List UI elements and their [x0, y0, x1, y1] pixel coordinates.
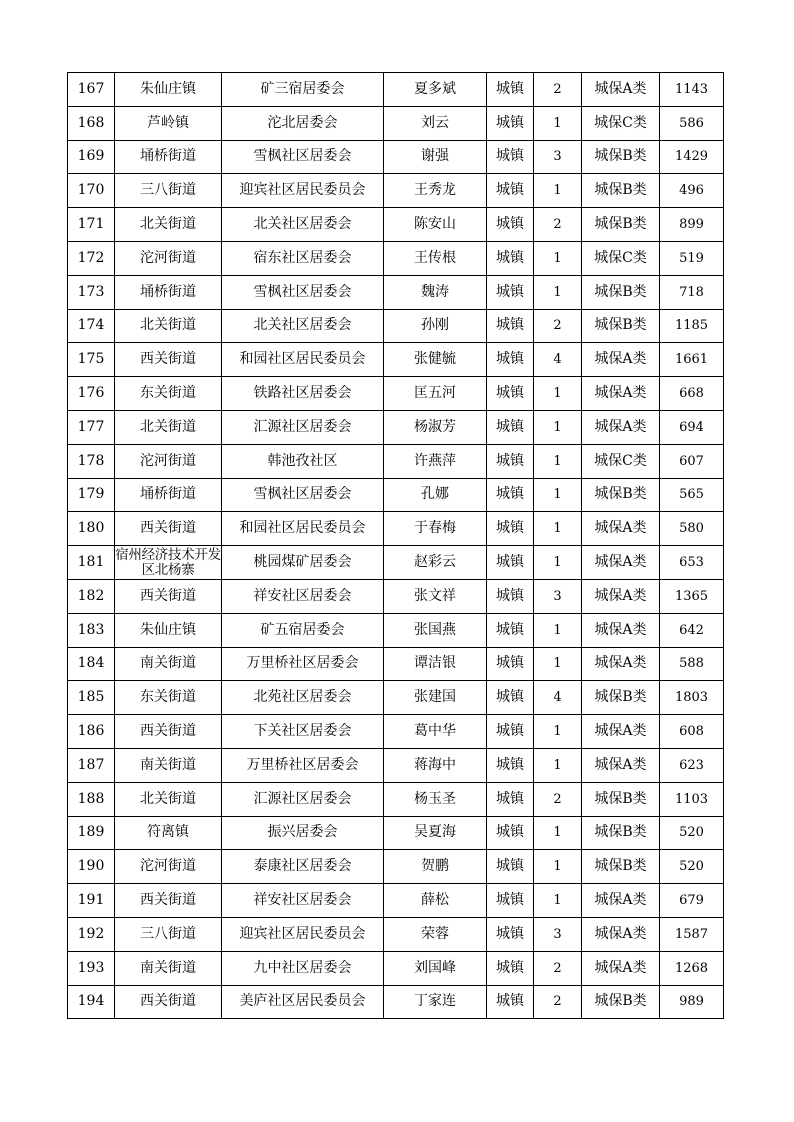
cell-recipient-name: 刘国峰 — [384, 951, 487, 985]
table-row — [68, 782, 724, 816]
cell-row-number: 180 — [68, 512, 115, 546]
cell-area-type: 城镇 — [487, 748, 534, 782]
cell-township: 宿州经济技术开发区北杨寨 — [115, 546, 221, 578]
cell-household-size: 1 — [534, 748, 582, 782]
cell-amount: 668 — [660, 377, 724, 411]
cell-household-size: 1 — [534, 478, 582, 512]
table-row — [68, 613, 724, 647]
cell-amount: 718 — [660, 275, 724, 309]
cell-insurance-category: 城保C类 — [582, 241, 660, 275]
cell-household-size: 3 — [534, 140, 582, 174]
cell-recipient-name: 刘云 — [384, 106, 487, 140]
cell-amount: 519 — [660, 241, 724, 275]
cell-row-number: 172 — [68, 241, 115, 275]
cell-township: 东关街道 — [115, 681, 222, 715]
cell-row-number: 167 — [68, 73, 115, 107]
cell-household-size: 1 — [534, 546, 582, 580]
cell-township: 沱河街道 — [115, 444, 222, 478]
cell-recipient-name: 陈安山 — [384, 208, 487, 242]
cell-insurance-category: 城保A类 — [582, 951, 660, 985]
cell-area-type: 城镇 — [487, 106, 534, 140]
cell-insurance-category: 城保B类 — [582, 850, 660, 884]
cell-recipient-name: 张建国 — [384, 681, 487, 715]
cell-township: 西关街道 — [115, 884, 222, 918]
cell-community: 韩池孜社区 — [222, 444, 384, 478]
cell-row-number: 194 — [68, 985, 115, 1019]
cell-insurance-category: 城保B类 — [582, 816, 660, 850]
cell-township: 西关街道 — [115, 715, 222, 749]
cell-area-type: 城镇 — [487, 613, 534, 647]
table-row — [68, 444, 724, 478]
cell-amount: 899 — [660, 208, 724, 242]
table-row — [68, 478, 724, 512]
cell-amount: 1143 — [660, 73, 724, 107]
table-row — [68, 748, 724, 782]
cell-insurance-category: 城保B类 — [582, 782, 660, 816]
cell-community: 沱北居委会 — [222, 106, 384, 140]
cell-amount: 607 — [660, 444, 724, 478]
cell-insurance-category: 城保B类 — [582, 478, 660, 512]
cell-township: 埇桥街道 — [115, 140, 222, 174]
cell-area-type: 城镇 — [487, 377, 534, 411]
cell-recipient-name: 荣蓉 — [384, 917, 487, 951]
cell-recipient-name: 薛松 — [384, 884, 487, 918]
cell-area-type: 城镇 — [487, 917, 534, 951]
cell-household-size: 1 — [534, 613, 582, 647]
table-row — [68, 241, 724, 275]
cell-area-type: 城镇 — [487, 647, 534, 681]
cell-recipient-name: 许燕萍 — [384, 444, 487, 478]
cell-recipient-name: 张国燕 — [384, 613, 487, 647]
cell-township: 西关街道 — [115, 343, 222, 377]
cell-insurance-category: 城保B类 — [582, 309, 660, 343]
cell-community: 雪枫社区居委会 — [222, 478, 384, 512]
cell-household-size: 3 — [534, 917, 582, 951]
cell-household-size: 1 — [534, 850, 582, 884]
cell-area-type: 城镇 — [487, 681, 534, 715]
cell-recipient-name: 魏涛 — [384, 275, 487, 309]
cell-township: 东关街道 — [115, 377, 222, 411]
cell-row-number: 175 — [68, 343, 115, 377]
cell-amount: 1268 — [660, 951, 724, 985]
cell-insurance-category: 城保A类 — [582, 73, 660, 107]
cell-row-number: 168 — [68, 106, 115, 140]
cell-row-number: 190 — [68, 850, 115, 884]
cell-insurance-category: 城保C类 — [582, 106, 660, 140]
cell-household-size: 1 — [534, 444, 582, 478]
cell-household-size: 1 — [534, 512, 582, 546]
table-row — [68, 917, 724, 951]
cell-amount: 586 — [660, 106, 724, 140]
cell-recipient-name: 杨玉圣 — [384, 782, 487, 816]
cell-area-type: 城镇 — [487, 275, 534, 309]
cell-recipient-name: 于春梅 — [384, 512, 487, 546]
cell-insurance-category: 城保A类 — [582, 546, 660, 580]
cell-community: 振兴居委会 — [222, 816, 384, 850]
cell-insurance-category: 城保A类 — [582, 579, 660, 613]
cell-row-number: 191 — [68, 884, 115, 918]
cell-amount: 565 — [660, 478, 724, 512]
cell-household-size: 1 — [534, 377, 582, 411]
cell-community: 美庐社区居民委员会 — [222, 985, 384, 1019]
cell-area-type: 城镇 — [487, 884, 534, 918]
cell-community: 铁路社区居委会 — [222, 377, 384, 411]
cell-recipient-name: 王秀龙 — [384, 174, 487, 208]
cell-row-number: 188 — [68, 782, 115, 816]
cell-row-number: 174 — [68, 309, 115, 343]
cell-row-number: 192 — [68, 917, 115, 951]
relief-recipient-table — [67, 72, 724, 1019]
cell-insurance-category: 城保A类 — [582, 343, 660, 377]
cell-community: 雪枫社区居委会 — [222, 275, 384, 309]
cell-insurance-category: 城保B类 — [582, 681, 660, 715]
cell-household-size: 2 — [534, 782, 582, 816]
cell-row-number: 173 — [68, 275, 115, 309]
cell-area-type: 城镇 — [487, 951, 534, 985]
cell-community: 下关社区居委会 — [222, 715, 384, 749]
cell-community: 宿东社区居委会 — [222, 241, 384, 275]
cell-household-size: 1 — [534, 241, 582, 275]
cell-row-number: 187 — [68, 748, 115, 782]
cell-area-type: 城镇 — [487, 410, 534, 444]
cell-township: 朱仙庄镇 — [115, 73, 222, 107]
cell-area-type: 城镇 — [487, 512, 534, 546]
cell-community: 矿五宿居委会 — [222, 613, 384, 647]
cell-township: 西关街道 — [115, 512, 222, 546]
cell-community: 迎宾社区居民委员会 — [222, 917, 384, 951]
cell-row-number: 170 — [68, 174, 115, 208]
cell-community: 北关社区居委会 — [222, 208, 384, 242]
cell-community: 雪枫社区居委会 — [222, 140, 384, 174]
cell-household-size: 2 — [534, 309, 582, 343]
table-row — [68, 850, 724, 884]
cell-community: 北苑社区居委会 — [222, 681, 384, 715]
cell-household-size: 2 — [534, 951, 582, 985]
cell-amount: 694 — [660, 410, 724, 444]
cell-row-number: 184 — [68, 647, 115, 681]
cell-community: 汇源社区居委会 — [222, 782, 384, 816]
cell-amount: 1587 — [660, 917, 724, 951]
cell-area-type: 城镇 — [487, 546, 534, 580]
cell-insurance-category: 城保A类 — [582, 377, 660, 411]
cell-area-type: 城镇 — [487, 241, 534, 275]
cell-amount: 1365 — [660, 579, 724, 613]
cell-household-size: 1 — [534, 410, 582, 444]
cell-household-size: 1 — [534, 647, 582, 681]
cell-township: 芦岭镇 — [115, 106, 222, 140]
cell-community: 汇源社区居委会 — [222, 410, 384, 444]
cell-recipient-name: 张健毓 — [384, 343, 487, 377]
table-row — [68, 579, 724, 613]
cell-township: 北关街道 — [115, 309, 222, 343]
cell-recipient-name: 葛中华 — [384, 715, 487, 749]
cell-township: 沱河街道 — [115, 241, 222, 275]
table-row — [68, 884, 724, 918]
cell-household-size: 1 — [534, 816, 582, 850]
cell-amount: 989 — [660, 985, 724, 1019]
cell-area-type: 城镇 — [487, 715, 534, 749]
cell-household-size: 2 — [534, 208, 582, 242]
cell-township: 朱仙庄镇 — [115, 613, 222, 647]
cell-recipient-name: 贺鹏 — [384, 850, 487, 884]
cell-amount: 496 — [660, 174, 724, 208]
cell-insurance-category: 城保B类 — [582, 275, 660, 309]
cell-row-number: 178 — [68, 444, 115, 478]
table-row — [68, 715, 724, 749]
cell-community: 泰康社区居委会 — [222, 850, 384, 884]
cell-community: 北关社区居委会 — [222, 309, 384, 343]
cell-household-size: 2 — [534, 985, 582, 1019]
cell-recipient-name: 赵彩云 — [384, 546, 487, 580]
cell-row-number: 185 — [68, 681, 115, 715]
cell-township: 沱河街道 — [115, 850, 222, 884]
cell-township: 南关街道 — [115, 748, 222, 782]
cell-insurance-category: 城保C类 — [582, 444, 660, 478]
cell-township: 南关街道 — [115, 951, 222, 985]
cell-insurance-category: 城保B类 — [582, 174, 660, 208]
cell-insurance-category: 城保B类 — [582, 140, 660, 174]
cell-household-size: 3 — [534, 579, 582, 613]
table-row — [68, 512, 724, 546]
cell-amount: 1185 — [660, 309, 724, 343]
cell-insurance-category: 城保A类 — [582, 512, 660, 546]
table-row — [68, 106, 724, 140]
cell-township: 符离镇 — [115, 816, 222, 850]
cell-insurance-category: 城保A类 — [582, 917, 660, 951]
cell-area-type: 城镇 — [487, 208, 534, 242]
table-row — [68, 208, 724, 242]
cell-area-type: 城镇 — [487, 816, 534, 850]
cell-row-number: 176 — [68, 377, 115, 411]
cell-area-type: 城镇 — [487, 140, 534, 174]
cell-community: 祥安社区居委会 — [222, 579, 384, 613]
cell-amount: 608 — [660, 715, 724, 749]
cell-amount: 1103 — [660, 782, 724, 816]
cell-household-size: 1 — [534, 174, 582, 208]
cell-row-number: 189 — [68, 816, 115, 850]
cell-township: 北关街道 — [115, 208, 222, 242]
cell-recipient-name: 孔娜 — [384, 478, 487, 512]
cell-recipient-name: 谭洁银 — [384, 647, 487, 681]
cell-area-type: 城镇 — [487, 579, 534, 613]
cell-amount: 580 — [660, 512, 724, 546]
cell-row-number: 169 — [68, 140, 115, 174]
cell-area-type: 城镇 — [487, 782, 534, 816]
table-row — [68, 647, 724, 681]
cell-household-size: 1 — [534, 106, 582, 140]
cell-recipient-name: 吴夏海 — [384, 816, 487, 850]
cell-insurance-category: 城保A类 — [582, 884, 660, 918]
cell-household-size: 4 — [534, 343, 582, 377]
cell-township: 北关街道 — [115, 410, 222, 444]
cell-household-size: 2 — [534, 73, 582, 107]
cell-township: 北关街道 — [115, 782, 222, 816]
cell-area-type: 城镇 — [487, 444, 534, 478]
cell-row-number: 183 — [68, 613, 115, 647]
cell-recipient-name: 谢强 — [384, 140, 487, 174]
cell-amount: 679 — [660, 884, 724, 918]
table-row — [68, 73, 724, 107]
cell-township: 埇桥街道 — [115, 478, 222, 512]
cell-recipient-name: 孙刚 — [384, 309, 487, 343]
cell-community: 万里桥社区居委会 — [222, 748, 384, 782]
cell-row-number: 182 — [68, 579, 115, 613]
cell-township: 三八街道 — [115, 174, 222, 208]
cell-row-number: 193 — [68, 951, 115, 985]
table-row — [68, 985, 724, 1019]
table-row — [68, 410, 724, 444]
cell-township: 南关街道 — [115, 647, 222, 681]
table-row — [68, 546, 724, 580]
cell-household-size: 1 — [534, 884, 582, 918]
cell-community: 九中社区居委会 — [222, 951, 384, 985]
cell-township: 埇桥街道 — [115, 275, 222, 309]
table-row — [68, 681, 724, 715]
cell-amount: 623 — [660, 748, 724, 782]
cell-recipient-name: 匡五河 — [384, 377, 487, 411]
cell-amount: 1661 — [660, 343, 724, 377]
cell-row-number: 171 — [68, 208, 115, 242]
cell-amount: 1429 — [660, 140, 724, 174]
cell-insurance-category: 城保B类 — [582, 208, 660, 242]
table-row — [68, 343, 724, 377]
cell-row-number: 179 — [68, 478, 115, 512]
cell-amount: 520 — [660, 816, 724, 850]
table-row — [68, 174, 724, 208]
cell-recipient-name: 蒋海中 — [384, 748, 487, 782]
cell-area-type: 城镇 — [487, 73, 534, 107]
cell-recipient-name: 张文祥 — [384, 579, 487, 613]
cell-recipient-name: 杨淑芳 — [384, 410, 487, 444]
cell-community: 桃园煤矿居委会 — [222, 546, 384, 580]
cell-area-type: 城镇 — [487, 309, 534, 343]
cell-insurance-category: 城保A类 — [582, 647, 660, 681]
cell-amount: 642 — [660, 613, 724, 647]
cell-township: 西关街道 — [115, 579, 222, 613]
cell-area-type: 城镇 — [487, 478, 534, 512]
cell-township: 三八街道 — [115, 917, 222, 951]
cell-row-number: 177 — [68, 410, 115, 444]
cell-amount: 520 — [660, 850, 724, 884]
table-row — [68, 275, 724, 309]
cell-township: 西关街道 — [115, 985, 222, 1019]
cell-household-size: 1 — [534, 715, 582, 749]
cell-insurance-category: 城保B类 — [582, 985, 660, 1019]
table-row — [68, 377, 724, 411]
cell-community: 矿三宿居委会 — [222, 73, 384, 107]
cell-community: 迎宾社区居民委员会 — [222, 174, 384, 208]
table-body — [68, 73, 724, 1019]
cell-area-type: 城镇 — [487, 850, 534, 884]
cell-row-number: 186 — [68, 715, 115, 749]
table-row — [68, 140, 724, 174]
cell-area-type: 城镇 — [487, 343, 534, 377]
cell-amount: 653 — [660, 546, 724, 580]
table-row — [68, 816, 724, 850]
cell-insurance-category: 城保A类 — [582, 748, 660, 782]
cell-household-size: 4 — [534, 681, 582, 715]
cell-recipient-name: 王传根 — [384, 241, 487, 275]
cell-amount: 588 — [660, 647, 724, 681]
cell-area-type: 城镇 — [487, 174, 534, 208]
cell-insurance-category: 城保A类 — [582, 613, 660, 647]
cell-insurance-category: 城保A类 — [582, 715, 660, 749]
cell-insurance-category: 城保A类 — [582, 410, 660, 444]
cell-area-type: 城镇 — [487, 985, 534, 1019]
cell-community: 祥安社区居委会 — [222, 884, 384, 918]
cell-household-size: 1 — [534, 275, 582, 309]
cell-recipient-name: 夏多斌 — [384, 73, 487, 107]
cell-community: 和园社区居民委员会 — [222, 512, 384, 546]
cell-community: 万里桥社区居委会 — [222, 647, 384, 681]
cell-row-number: 181 — [68, 546, 115, 580]
table-row — [68, 309, 724, 343]
table-row — [68, 951, 724, 985]
cell-recipient-name: 丁家连 — [384, 985, 487, 1019]
cell-amount: 1803 — [660, 681, 724, 715]
cell-community: 和园社区居民委员会 — [222, 343, 384, 377]
